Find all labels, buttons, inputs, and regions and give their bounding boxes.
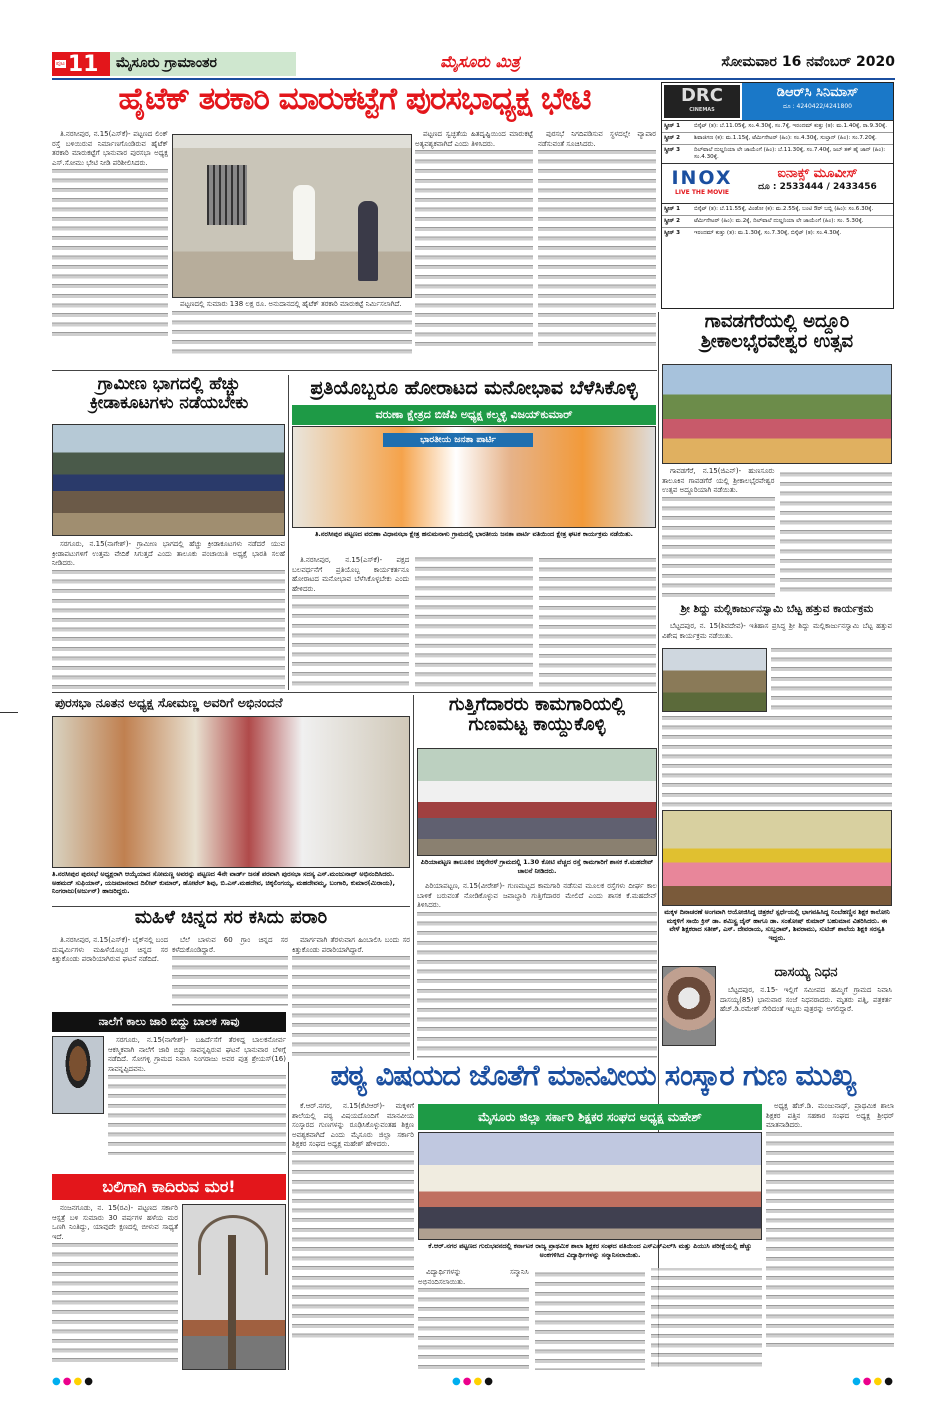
drc-row: [662, 133, 893, 145]
drc-header: [662, 83, 893, 121]
inox-logo: [662, 164, 742, 203]
tree-headline: ಬಲಿಗಾಗಿ ಕಾದಿರುವ ಮರ!: [52, 1174, 286, 1200]
felicitation-headline: ಪುರಸಭಾ ನೂತನ ಅಧ್ಯಕ್ಷ ಸೋಮಣ್ಣ ಅವರಿಗೆ ಅಭಿನಂದನೆ: [55, 695, 283, 710]
chain-body-col3: [292, 936, 410, 1058]
lead-body-col4: [538, 130, 656, 366]
drc-logo: [662, 83, 742, 120]
struggle-subhead: ವರುಣಾ ಕ್ಷೇತ್ರದ ಬಿಜೆಪಿ ಅಧ್ಯಕ್ಷ ಕಲ್ಮಳ್ಳಿ ವಿಜಯ್‌ಕುಮಾರ್: [292, 405, 656, 425]
struggle-body: [292, 556, 656, 690]
children-caption: ಮಕ್ಕಳ ದಿನಾಚರಣೆ ಅಂಗವಾಗಿ ಆಯೋಜಿಸಿದ್ದ ಚಿತ್ರಕಲೆ ಸ್ಪರ್ಧೆಯಲ್ಲಿ ಭಾಗವಹಿಸಿದ್ದ ನಿಂಬೆಹಣ್ಣಿನ ಶಿಕ್ಷಕ ಕಾಲೋನಿ ಮಕ್ಕಳಿಗೆ ಸಾಯಿ ಕ್ರಿಸ್ ಡಾ. ಶಮಿಸ್ಟ್ರ ಜೈನ್ ಹಾಗೂ ಡಾ. ಸಂತೋಷ್ ಕುಮಾರ್ ಬಹುಮಾನ ವಿತರಿಸಿದರು. ಈ ವೇಳೆ ಶಿಕ್ಷಕರಾದ ಸತೀಶ್, ಎಸ್. ದೇವರಾಯ, ಸುಬ್ಬರಾವ್, ಶಿವರಾಮು, ಸುಟಿಜ್ ಶಾಲೆಯ ಶಿಕ್ಷಕಿ ಸರಸ್ವತಿ ಇದ್ದರು.: [664, 908, 890, 942]
drc-row: [662, 145, 893, 164]
teachers-right-text: ಅಧ್ಯಕ್ಷ ಹೆಚ್.ಡಿ. ಮಂಜುನಾಥ್, ಪ್ರಾಥಮಿಕ ಶಾಲಾ ಶಿಕ್ಷಕರ ಪತ್ತಿನ ಸಹಕಾರ ಸಂಘದ ಅಧ್ಯಕ್ಷ ಶ್ರೀಧರ್ ಮಾತನಾಡಿದರು.: [766, 1102, 894, 1130]
felicitation-photo: [52, 716, 410, 868]
teachers-photo: [418, 1132, 762, 1240]
quality-headline: ಗುತ್ತಿಗೆದಾರರು ಕಾಮಗಾರಿಯಲ್ಲಿ ಗುಣಮಟ್ಟ ಕಾಯ್ದುಕೊಳ್ಳಿ: [448, 695, 626, 735]
drc-title: ಡಿಆರ್‌ಸಿ ಸಿನಿಮಾಸ್: [776, 85, 859, 100]
tree-body-text: ನಂಜನಗೂಡು, ನ. 15(ರವಿ)- ಪಟ್ಟಣದ ಸರ್ಕಾರಿ ಆಸ್ಪತ್ರೆ ಬಳಿ ಸುಮಾರು 30 ವರ್ಷಗಳ ಹಳೆಯ ಮರ ಒಣಗಿ ನಿಂತಿದ್ದು, ಯಾವುದೇ ಕ್ಷಣದಲ್ಲಿ ಬೀಳುವ ಸಾಧ್ಯತೆ ಇದೆ.: [52, 1204, 178, 1241]
struggle-body-text: ತಿ.ನರಸೀಪುರ, ನ.15(ಎಸ್‌ಕೆ)- ಪಕ್ಷದ ಬಲವರ್ಧನೆಗೆ ಪ್ರತಿಯೊಬ್ಬ ಕಾರ್ಯಕರ್ತನೂ ಹೋರಾಟದ ಮನೋಭಾವ ಬೆಳೆಸಿಕೊಳ್ಳಬೇಕು ಎಂದು ಹೇಳಿದರು.: [292, 556, 410, 593]
showtimes: ಬಿಸ್ಕೆಟ್ (ತ): ಬೆ.11.05ಕ್ಕೆ, ಸಂ.4.30ಕ್ಕೆ, ಸಂ.7ಕ್ಕೆ, ಇರಂದಮ್ ಕುತ್ತು (ತ): ಮ.1.40ಕ್ಕೆ, ರಾ.9.30ಕ್ಕೆ.: [694, 123, 887, 129]
showtimes: ದಿಲ್‌ವಾಲೆ ದುಲ್ಹನಿಯಾ ಲೇ ಜಾಯೆಂಗೆ (ಹಿಂ): ಬೆ.11.30ಕ್ಕೆ, ಸಂ.7.40ಕ್ಕೆ, ಜಬ್ ತಕ್ ಹೈ ಜಾನ್ (ಹಿಂ): ಸಂ.4.30ಕ್ಕೆ.: [694, 147, 886, 160]
page-number-box: [52, 52, 110, 76]
boy-photo: [52, 1036, 104, 1114]
lead-col2-text: ಪಟ್ಟಣದ ಸ್ವಚ್ಛತೆಯ ಹಿತದೃಷ್ಟಿಯಿಂದ ಮಾರುಕಟ್ಟೆ ಅತ್ಯವಶ್ಯಕವಾಗಿದೆ ಎಂದು ತಿಳಿಸಿದರು.: [415, 130, 533, 148]
teachers-body: [292, 1102, 414, 1370]
drc-phone: ದೂ : 4240422/4241800: [782, 103, 852, 110]
cinema-ad: [661, 82, 894, 309]
lead-photo-caption: [172, 300, 412, 366]
inox-title: ಐನಾಕ್ಸ್ ಮೂವೀಸ್: [777, 166, 858, 181]
page-label: ಪುಟ: [56, 60, 65, 67]
print-registration-marks: ●●●● ●●●● ●●●●: [52, 1376, 895, 1387]
chain-col3-text: ಮಾರ್ಗವಾಗಿ ತೆರಳುವಾಗ ಹಿಂಬಾಲಿಸಿ ಬಂದು ಸರ ಕಿತ್ತುಕೊಂಡು ಪರಾರಿಯಾಗಿದ್ದಾರೆ.: [292, 936, 410, 954]
boy-body-text: ಸರಗೂರು, ನ.15(ನಾಗೇಶ್)- ಬಹಿರ್ದೆಸೆಗೆ ತೆರಳಿದ್ದ ಬಾಲಕನೋರ್ವ ಆಕಸ್ಮಿಕವಾಗಿ ನಾಲೆಗೆ ಜಾರಿ ಬಿದ್ದು ಸಾವನ್ನಪ್ಪಿರುವ ಘಟನೆ ಭಾನುವಾರ ಬೆಳಿಗ್ಗೆ ನಡೆದಿದೆ. ಸೋಗಳ್ಳಿ ಗ್ರಾಮದ ನಿವಾಸಿ ನಿಂಗರಾಜು ಅವರ ಪುತ್ರ ಶ್ರೇಯಸ್(16) ಸಾವನ್ನಪ್ಪಿದವನು.: [108, 1036, 286, 1073]
issue-date: ಸೋಮವಾರ 16 ನವೆಂಬರ್ 2020: [721, 54, 895, 70]
chain-headline: ಮಹಿಳೆ ಚಿನ್ನದ ಸರ ಕಸಿದು ಪರಾರಿ: [134, 908, 328, 928]
showtimes: ಬಿಸ್ಕೆಟ್ (ತ): ಬೆ.11.55ಕ್ಕೆ, ವಿಂಡೋ (ಕ): ಮ.2.55ಕ್ಕೆ, ಬಂಟಿ ಔರ್ ಬಬ್ಲಿ (ಹಿಂ): ಸಂ.6.30ಕ್ಕೆ.: [694, 206, 874, 212]
teachers-subhead: ಮೈಸೂರು ಜಿಲ್ಲಾ ಸರ್ಕಾರಿ ಶಿಕ್ಷಕರ ಸಂಘದ ಅಧ್ಯಕ್ಷ ಮಹೇಶ್: [418, 1104, 762, 1130]
lead-body-col3: [415, 130, 533, 366]
temple-body: [662, 467, 892, 603]
chain-body-text: ತಿ.ನರಸೀಪುರ, ನ.15(ಎಸ್‌ಕೆ)- ಬೈಕ್‌ನಲ್ಲಿ ಬಂದ ದುಷ್ಕರ್ಮಿಗಳು ಮಹಿಳೆಯೊಬ್ಬರ ಚಿನ್ನದ ಸರ ಕಿತ್ತುಕೊಂಡು ಪರಾರಿಯಾಗಿರುವ ಘಟನೆ ನಡೆದಿದೆ.: [52, 936, 168, 964]
showtimes: ಶಿವಾಜಿಗಣ (ಕ): ಮ.1.15ಕ್ಕೆ, ಟೆರ್ಮಿನೇಟರ್ (ಹಿಂ): ಸಂ.4.30ಕ್ಕೆ, ಸುಲ್ತಾನ್ (ಹಿಂ): ಸಂ.7.20ಕ್ಕೆ.: [694, 135, 877, 141]
lead-photo-market: [172, 134, 412, 298]
tree-photo: [182, 1204, 286, 1370]
boy-headline: ನಾಲೆಗೆ ಕಾಲು ಜಾರಿ ಬಿದ್ದು ಬಾಲಕ ಸಾವು: [52, 1012, 286, 1032]
lead-body-col1: [52, 130, 168, 366]
quality-body: [417, 882, 657, 1058]
temple-body-text: ಗಾವಡಗೆರೆ, ನ.15(ಜಿಎನ್)- ಹುಣಸೂರು ತಾಲೂಕಿನ ಗಾವಡಗೆರೆ ಯಲ್ಲಿ ಶ್ರೀಕಾಲಭೈರವೇಶ್ವರ ಉತ್ಸವ ಅದ್ದೂರಿಯಾಗಿ ನಡೆಯಿತು.: [662, 467, 775, 495]
screen-label: ಸ್ಕ್ರೀನ್ 3: [664, 230, 681, 236]
section-label: ಮೈಸೂರು ಗ್ರಾಮಾಂತರ: [110, 52, 296, 76]
chain-body-col2: [172, 936, 288, 1010]
teachers-body-text: ಕೆ.ಆರ್.ನಗರ, ನ.15(ಕೆಟಿಆರ್)- ಮಕ್ಕಳಿಗೆ ಶಾಲೆಯಲ್ಲಿ ಪಠ್ಯ ವಿಷಯದೊಂದಿಗೆ ಮಾನವೀಯ ಸಂಸ್ಕಾರದ ಗುಣಗಳನ್ನು ರೂಢಿಸಿಕೊಳ್ಳುವಂತಹ ಶಿಕ್ಷಣ ಅವಶ್ಯಕವಾಗಿದೆ ಎಂದು ಮೈಸೂರು ಜಿಲ್ಲಾ ಸರ್ಕಾರಿ ಶಿಕ್ಷಕರ ಸಂಘದ ಅಧ್ಯಕ್ಷ ಮಹೇಶ್ ಹೇಳಿದರು.: [292, 1102, 414, 1149]
hill-body-cont2: [662, 716, 892, 808]
inox-row: [662, 204, 893, 216]
quality-body-text: ಪಿರಿಯಾಪಟ್ಟಣ, ನ.15(ವೀರೇಶ್)- ಗುಣಮಟ್ಟದ ಕಾಮಗಾರಿ ನಡೆಸುವ ಮೂಲಕ ರಸ್ತೆಗಳು ದೀರ್ಘ ಕಾಲ ಬಾಳಿಕೆ ಬರುವಂತೆ ನೋಡಿಕೊಳ್ಳುವ ಜವಾಬ್ದಾರಿ ಗುತ್ತಿಗೆದಾರರ ಮೇಲಿದೆ ಎಂದು ಶಾಸಕ ಕೆ.ಮಹದೇವ್ ತಿಳಿಸಿದರು.: [417, 882, 657, 910]
drc-logo-text: DRC: [680, 85, 723, 106]
inox-row: [662, 216, 893, 228]
teachers-mid-text: ವಿದ್ಯಾರ್ಥಿಗಳನ್ನು ಸನ್ಮಾನಿಸಿ ಅಭಿನಂದಿಸಲಾಯಿತು.: [418, 1268, 529, 1286]
temple-headline: ಗಾವಡಗೆರೆಯಲ್ಲಿ ಅದ್ದೂರಿ ಶ್ರೀಕಾಲಭೈರವೇಶ್ವರ ಉತ್ಸವ: [700, 312, 854, 352]
quality-photo: [417, 748, 657, 856]
children-photo: [662, 810, 892, 906]
inox-tagline: LIVE THE MOVIE: [674, 189, 730, 196]
teachers-body-mid: [418, 1268, 762, 1370]
drc-logo-sub: CINEMAS: [689, 107, 715, 113]
obituary-headline: ದಾಸಯ್ಯ ನಿಧನ: [774, 966, 838, 980]
margin-mark: [0, 712, 18, 713]
inox-phone: ದೂ : 2533444 / 2433456: [758, 182, 877, 192]
hill-body-cont: [771, 648, 892, 712]
obituary-body: [720, 986, 892, 1056]
inox-header: [662, 164, 893, 204]
struggle-caption: ತಿ.ನರಸೀಪುರ ಪಟ್ಟಣದ ವರುಣಾ ವಿಧಾನಸಭಾ ಕ್ಷೇತ್ರ ಹನುಮನಾಳು ಗ್ರಾಮದಲ್ಲಿ ಭಾರತೀಯ ಜನತಾ ಪಾರ್ಟಿ ವತಿಯಿಂದ ಕ್ಷೇತ್ರ ಘಟಕ ಕಾರ್ಯಕ್ರಮ ನಡೆಯಿತು.: [314, 530, 634, 538]
hill-photo: [662, 648, 767, 712]
teachers-headline: ಪಠ್ಯ ವಿಷಯದ ಜೊತೆಗೆ ಮಾನವೀಯ ಸಂಸ್ಕಾರ ಗುಣ ಮುಖ್ಯ: [330, 1060, 856, 1092]
obituary-body-text: ಬೆಟ್ಟದಪುರ, ನ.15- ಇಲ್ಲಿಗೆ ಸಮೀಪದ ಹಮ್ಮಿಗೆ ಗ್ರಾಮದ ನಿವಾಸಿ ದಾಸಯ್ಯ(85) ಭಾನುವಾರ ಸಂಜೆ ನಿಧನರಾದರು. ಮೃತರು ಪತ್ನಿ, ಪತ್ರಕರ್ತ ಹೆಚ್.ಡಿ.ರಮೇಶ್ ಸೇರಿದಂತೆ ಇಬ್ಬರು ಪುತ್ರರನ್ನು ಅಗಲಿದ್ದಾರೆ.: [720, 986, 892, 1014]
teachers-body-right: [766, 1102, 894, 1370]
temple-photo: [662, 364, 892, 464]
sports-headline: ಗ್ರಾಮೀಣ ಭಾಗದಲ್ಲಿ ಹೆಚ್ಚು ಕ್ರೀಡಾಕೂಟಗಳು ನಡೆಯಬೇಕು: [89, 375, 249, 413]
chain-body: [52, 936, 168, 1010]
inox-row: [662, 228, 893, 239]
hill-body: [662, 622, 892, 646]
lead-caption-text: ಪಟ್ಟಣದಲ್ಲಿ ಸುಮಾರು 138 ಲಕ್ಷ ರೂ. ಅನುದಾನದಲ್ಲಿ ಹೈಟೆಕ್ ತರಕಾರಿ ಮಾರುಕಟ್ಟೆ ನಿರ್ಮಿಸಲಾಗಿದೆ.: [180, 300, 402, 308]
tree-body: [52, 1204, 178, 1370]
sports-photo: [52, 424, 285, 536]
felicitation-caption: ತಿ.ನರಸೀಪುರ ಪುರಸಭೆ ಅಧ್ಯಕ್ಷರಾಗಿ ಆಯ್ಕೆಯಾದ ಸೋಮಣ್ಣ ಅವರನ್ನು ಪಟ್ಟಣದ 4ನೇ ವಾರ್ಡ್ ಜನತೆ ಪರವಾಗಿ ಪುರಸಭಾ ಸದಸ್ಯ ಎಸ್.ಮಂಜುನಾಥ್ ಅಭಿನಂದಿಸಿದರು. ಅಹಮದ್ ಸುಫಿಯಾನ್, ಯಜಮಾನರಾದ ದಿಲೀಪ್ ಕುಮಾರ್, ಹೋಟೆಲ್ ಶಿವು, ಬಿ.ಎಸ್.ಮಹದೇವ, ಚಿಕ್ಕಲಿಂಗಯ್ಯ, ಮಹದೇವಮ್ಮ, ಬಂಗಾರಿ, ಕುಮಾರ(ಮಿರಾಯ), ನಿಂಗರಾಜು(ಅರ್ಜುನ್) ಹಾಜರಿದ್ದರು.: [52, 870, 395, 895]
inox-logo-text: INOX: [671, 167, 733, 189]
drc-row: [662, 121, 893, 133]
page-number: 11: [67, 51, 99, 77]
showtimes: ಇರಂದಮ್ ಕುತ್ತು (ತ): ಮ.1.30ಕ್ಕೆ, ಸಂ.7.30ಕ್ಕೆ, ಬಿಸ್ಕೆಟ್ (ತ): ಸಂ.4.30ಕ್ಕೆ.: [694, 230, 842, 236]
sports-body: [52, 540, 285, 690]
screen-label: ಸ್ಕ್ರೀನ್ 1: [664, 123, 681, 129]
party-banner-text: ಭಾರತೀಯ ಜನತಾ ಪಾರ್ಟಿ: [383, 433, 533, 447]
lead-col3-text: ಪುರಸಭೆ ನಿಗದಿಪಡಿಸುವ ಸ್ಥಳದಲ್ಲೇ ವ್ಯಾಪಾರ ನಡೆಸುವಂತೆ ಸೂಚಿಸಿದರು.: [538, 130, 656, 148]
lead-body: ತಿ.ನರಸೀಪುರ, ನ.15(ಎಸ್‌ಕೆ)- ಪಟ್ಟಣದ ಲಿಂಕ್ ರಸ್ತೆ ಬಳಿಯಿರುವ ನಿರ್ಮಾಣಗೊಂಡಿರುವ ಹೈಟೆಕ್ ತರಕಾರಿ ಮಾರುಕಟ್ಟೆಗೆ ಭಾನುವಾರ ಪುರಸಭಾ ಅಧ್ಯಕ್ಷ ಎಸ್.ಸೋಮು ಭೇಟಿ ನೀಡಿ ಪರಿಶೀಲಿಸಿದರು.: [52, 130, 168, 167]
boy-body: [108, 1036, 286, 1170]
sports-body-text: ಸರಗೂರು, ನ.15(ನಾಗೇಶ್)- ಗ್ರಾಮೀಣ ಭಾಗದಲ್ಲಿ ಹೆಚ್ಚು ಕ್ರೀಡಾಕೂಟಗಳು ನಡೆದರೆ ಯುವ ಕ್ರೀಡಾಪಟುಗಳಿಗೆ ಉತ್ತಮ ವೇದಿಕೆ ಸಿಗುತ್ತದೆ ಎಂದು ತಾಲೂಕು ಪಂಚಾಯಿತಿ ಅಧ್ಯಕ್ಷೆ ಭಾರತಿ ಸಲಹೆ ನೀಡಿದರು.: [52, 540, 285, 568]
lead-headline: ಹೈಟೆಕ್ ತರಕಾರಿ ಮಾರುಕಟ್ಟೆಗೆ ಪುರಸಭಾಧ್ಯಕ್ಷ ಭೇಟಿ: [118, 82, 591, 117]
screen-label: ಸ್ಕ್ರೀನ್ 1: [664, 206, 681, 212]
obituary-photo: [662, 966, 716, 1046]
hill-headline: ಶ್ರೀ ಶಿದ್ದು ಮಲ್ಲಿಕಾರ್ಜುನಸ್ವಾಮಿ ಬೆಟ್ಟ ಹತ್ತುವ ಕಾರ್ಯಕ್ರಮ: [680, 604, 874, 615]
screen-label: ಸ್ಕ್ರೀನ್ 2: [664, 218, 681, 224]
chain-col2-text: ಬೆಲೆ ಬಾಳುವ 60 ಗ್ರಾಂ ಚಿನ್ನದ ಸರ ಕಳೆದುಕೊಂಡಿದ್ದಾರೆ.: [172, 936, 288, 954]
screen-label: ಸ್ಕ್ರೀನ್ 2: [664, 135, 681, 141]
quality-caption: ಪಿರಿಯಾಪಟ್ಟಣ ತಾಲೂಕಿನ ಚಿಕ್ಕನೇರಳೆ ಗ್ರಾಮದಲ್ಲಿ 1.30 ಕೋಟಿ ವೆಚ್ಚದ ರಸ್ತೆ ಕಾಮಗಾರಿಗೆ ಶಾಸಕ ಕೆ.ಮಹದೇವ್ ಚಾಲನೆ ನೀಡಿದರು.: [420, 858, 654, 875]
header-rule: [52, 78, 895, 80]
teachers-caption: ಕೆ.ಆರ್.ನಗರ ಪಟ್ಟಣದ ಗುರುಭವನದಲ್ಲಿ ಕರ್ನಾಟಕ ರಾಜ್ಯ ಪ್ರಾಥಮಿಕ ಶಾಲಾ ಶಿಕ್ಷಕರ ಸಂಘದ ವತಿಯಿಂದ ಎಸ್‌ಎಸ್‌ಎಲ್‌ಸಿ ಮತ್ತು ಪಿಯುಸಿ ಪರೀಕ್ಷೆಯಲ್ಲಿ ಹೆಚ್ಚು ಅಂಕಗಳಿಸಿದ ವಿದ್ಯಾರ್ಥಿಗಳನ್ನು ಸನ್ಮಾನಿಸಲಾಯಿತು.: [428, 1242, 752, 1259]
hill-body-text: ಬೆಟ್ಟದಪುರ, ನ. 15(ಶಿವದೇವ)- ಇತಿಹಾಸ ಪ್ರಸಿದ್ಧ ಶ್ರೀ ಶಿದ್ದು ಮಲ್ಲಿಕಾರ್ಜುನಸ್ವಾಮಿ ಬೆಟ್ಟ ಹತ್ತುವ ವಿಶೇಷ ಕಾರ್ಯಕ್ರಮ ನಡೆಯಿತು.: [662, 622, 892, 640]
showtimes: ಟೆರ್ಮಿನೇಟರ್ (ಹಿಂ): ಮ.2ಕ್ಕೆ, ದಿಲ್‌ವಾಲೆ ದುಲ್ಹನಿಯಾ ಲೇ ಜಾಯೆಂಗೆ (ಹಿಂ): ಸಂ. 5.30ಕ್ಕೆ.: [694, 218, 864, 224]
screen-label: ಸ್ಕ್ರೀನ್ 3: [664, 147, 681, 153]
struggle-photo: [292, 426, 656, 528]
masthead-logo: ಮೈಸೂರು ಮಿತ್ರ: [440, 52, 520, 71]
struggle-headline: ಪ್ರತಿಯೊಬ್ಬರೂ ಹೋರಾಟದ ಮನೋಭಾವ ಬೆಳೆಸಿಕೊಳ್ಳಿ: [310, 378, 638, 399]
